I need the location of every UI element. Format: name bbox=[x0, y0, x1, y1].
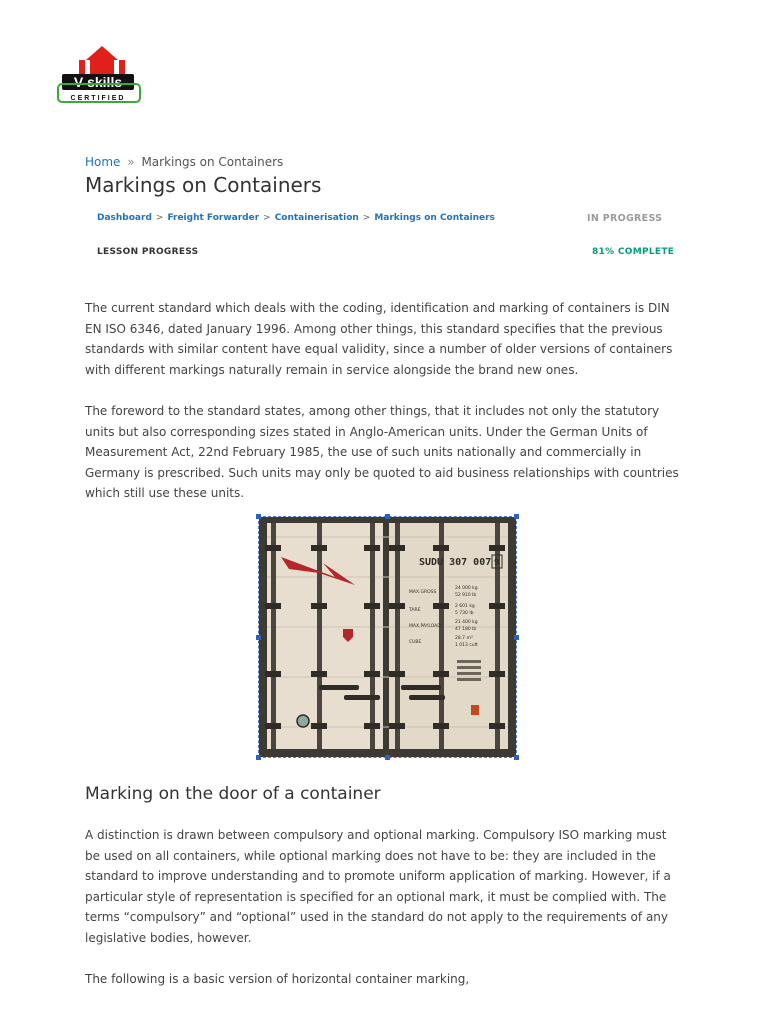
container-door-image[interactable] bbox=[258, 516, 517, 758]
cube-value-metric: 28.7 m³ bbox=[455, 636, 473, 641]
course-crumb-separator: > bbox=[362, 213, 371, 223]
emblem-icon bbox=[297, 715, 309, 727]
content-paragraph-3: A distinction is drawn between compulsory and optional marking. Compulsory ISO marking must be used on all containers, while optional marking does not have to be: they are included in the standard to improve understanding and to promote uniform application of marking. However, if a particular style of representation is specified for an optional mark, it must be complied with. The terms “compulsory” and “optional” used in the standard do not apply to the requirements of any legislative bodies, however. bbox=[85, 828, 671, 945]
container-door-illustration bbox=[259, 517, 516, 757]
content-paragraph-1: The current standard which deals with the coding, identification and marking of containers is DIN EN ISO 6346, dated January 1996. Among other things, this standard specifies that the previous standards with similar content have equal validity, since a number of older versions of containers with different markings naturally remain in service alongside the brand new ones. bbox=[85, 301, 673, 377]
lesson-progress-percent: 81% COMPLETE bbox=[592, 247, 675, 257]
payload-value-metric: 21 400 kg bbox=[455, 620, 478, 625]
resize-handle[interactable] bbox=[385, 514, 390, 519]
course-breadcrumbs bbox=[97, 213, 495, 223]
cube-label: CUBE bbox=[409, 640, 422, 645]
breadcrumb-current: Markings on Containers bbox=[141, 155, 284, 169]
tare-label: TARE bbox=[409, 608, 421, 613]
course-crumb-course[interactable]: Freight Forwarder bbox=[167, 213, 260, 223]
content-paragraph-2: The foreword to the standard states, among other things, that it includes not only the statutory units but also corresponding sizes stated in Anglo-American units. Under the German Units of Measurement Act, 22nd February 1985, the use of such units nationally and commercially in Germany is prescribed. Such units may only be quoted to aid business relationships with countries which still use these units. bbox=[85, 404, 679, 501]
resize-handle[interactable] bbox=[256, 635, 261, 640]
rating-value-imperial: 52 910 lb bbox=[455, 593, 477, 598]
vskills-logo[interactable] bbox=[56, 44, 144, 106]
resize-handle[interactable] bbox=[256, 514, 261, 519]
cube-value-imperial: 1 013 cuft bbox=[455, 643, 478, 648]
resize-handle[interactable] bbox=[256, 755, 261, 760]
resize-handle[interactable] bbox=[514, 635, 519, 640]
tare-value-imperial: 5 730 lb bbox=[455, 611, 474, 616]
course-crumb-dashboard[interactable]: Dashboard bbox=[97, 213, 152, 223]
payload-value-imperial: 47 180 lb bbox=[455, 627, 477, 632]
rating-label: MAX.GROSS bbox=[409, 590, 437, 595]
course-crumb-separator: > bbox=[155, 213, 164, 223]
page-title: Markings on Containers bbox=[85, 173, 322, 197]
logo-brand-text: V skills bbox=[73, 74, 123, 90]
breadcrumb bbox=[85, 155, 283, 169]
breadcrumb-separator: » bbox=[127, 155, 135, 169]
resize-handle[interactable] bbox=[514, 755, 519, 760]
payload-label: MAX.PAYLOAD bbox=[409, 624, 441, 629]
breadcrumb-home-link[interactable]: Home bbox=[85, 155, 121, 169]
lesson-progress-label: LESSON PROGRESS bbox=[97, 247, 199, 257]
resize-handle[interactable] bbox=[514, 514, 519, 519]
rating-value-metric: 24 000 kg bbox=[455, 586, 478, 591]
course-crumb-lesson[interactable]: Markings on Containers bbox=[374, 213, 495, 223]
course-crumb-module[interactable]: Containerisation bbox=[274, 213, 359, 223]
container-check-digit: 9 bbox=[494, 558, 500, 568]
section-heading: Marking on the door of a container bbox=[85, 784, 381, 804]
logo-subtext: CERTIFIED bbox=[70, 95, 126, 102]
status-badge: IN PROGRESS bbox=[587, 213, 663, 224]
content-paragraph-4: The following is a basic version of horizontal container marking, bbox=[85, 972, 470, 986]
container-id-code: SUDU 307 007 bbox=[419, 557, 492, 568]
tare-value-metric: 2 601 kg bbox=[455, 604, 475, 609]
course-crumb-separator: > bbox=[263, 213, 271, 223]
resize-handle[interactable] bbox=[385, 755, 390, 760]
